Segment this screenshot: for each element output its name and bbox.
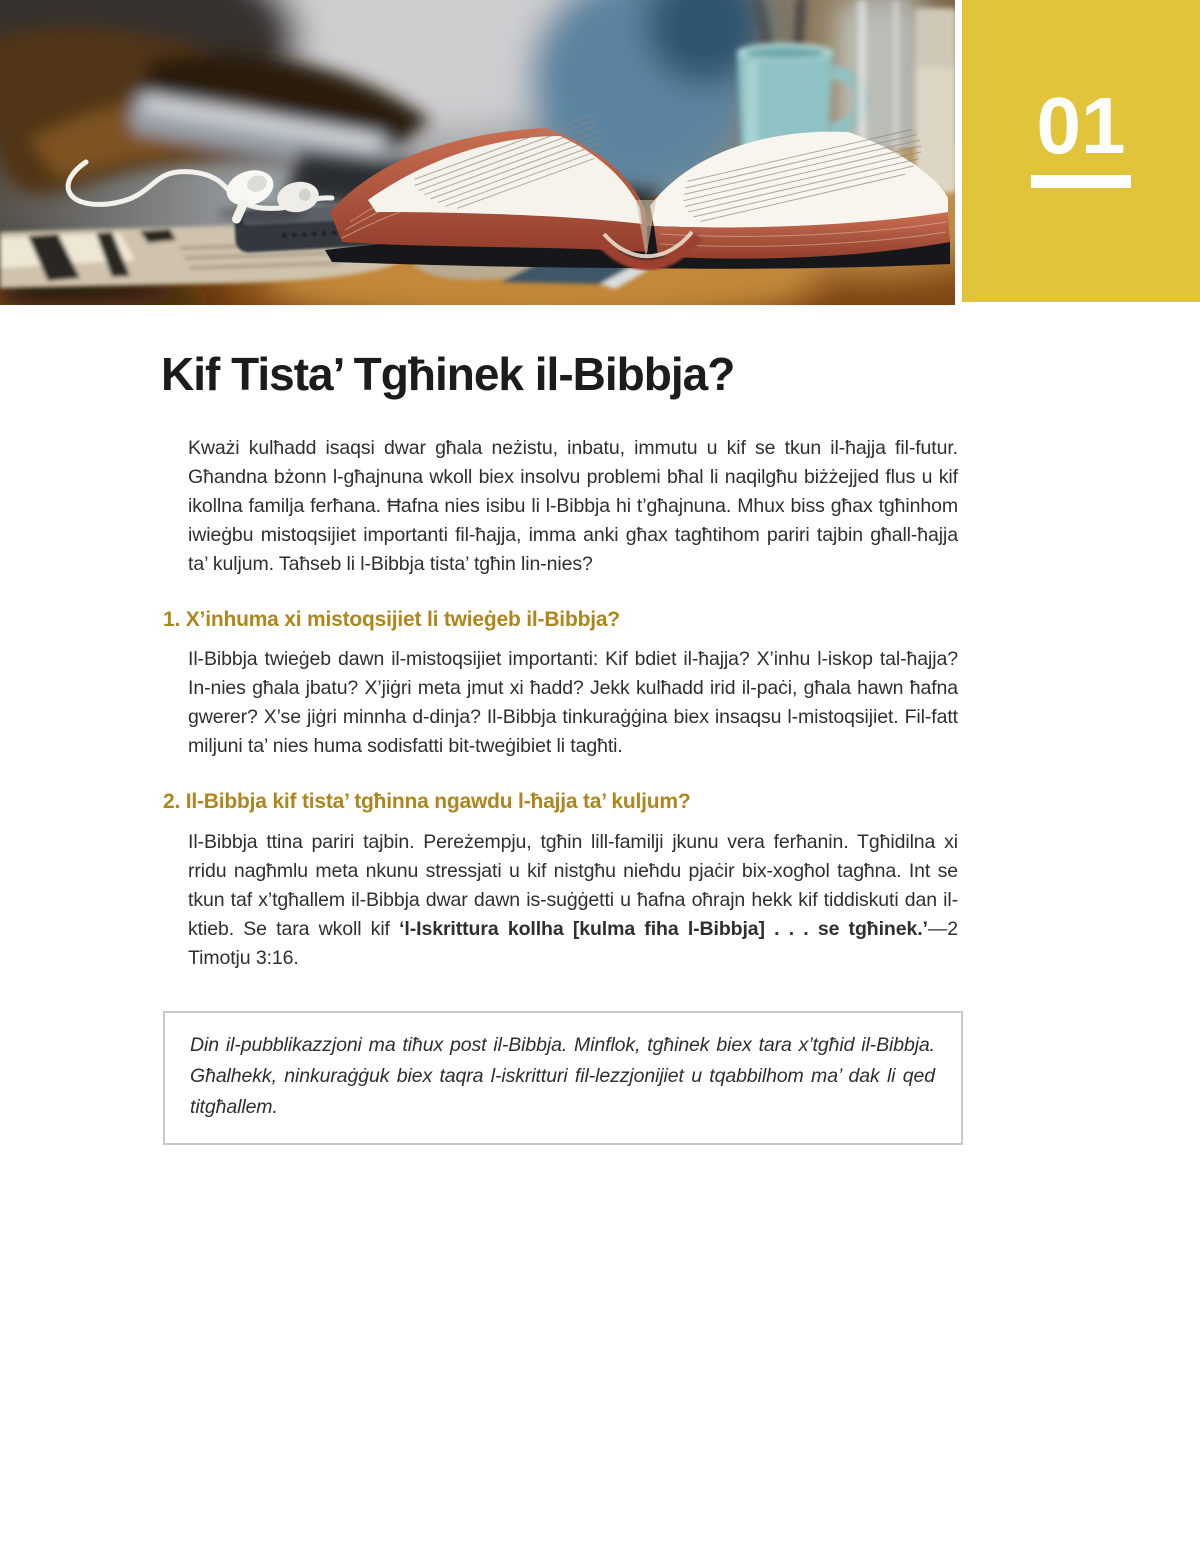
question-2-body-text: Il-Bibbja ttina pariri tajbin. Pereżempju, tgħin lill-familji jkunu vera ferħanin. Tgħidilna xi rridu nagħmlu meta nkunu stressjati u kif nistgħu nieħdu pjaċir bix-xogħol tagħna. Int se tkun taf x’tgħallem il-Bibbja dwar dawn is-suġġetti u ħafna oħrajn hekk kif tiddiskuti dan il-ktieb. Se tara wkoll kif bbox=[188, 830, 958, 940]
question-1-body: Il-Bibbja twieġeb dawn il-mistoqsijiet importanti: Kif bdiet il-ħajja? X’inhu l-iskop tal-ħajja? In-nies għala jbatu? X’jiġri meta jmut xi ħadd? Jekk kulħadd irid il-paċi, għala hawn ħafna gwerer? X’se jiġri minnha d-dinja? Il-Bibbja tinkuraġġina biex insaqsu l-mistoqsijiet. Fil-fatt miljuni ta’ nies huma sodisfatti bit-tweġibiet li tagħti. bbox=[188, 648, 958, 758]
milk-glass bbox=[915, 8, 955, 193]
lesson-content bbox=[163, 350, 963, 1145]
scripture-quote: ‘l-Iskrittura kollha [kulma fiha l-Bibbja] . . . se tgħinek.’ bbox=[399, 917, 928, 940]
chapter-number-underline bbox=[1031, 175, 1131, 188]
scripture-citation: —2 Timotju 3:16. bbox=[188, 917, 958, 969]
note-box-text: Din il-pubblikazzjoni ma tiħux post il-Bibbja. Minflok, tgħinek biex tara x’tgħid il-Bibbja. Għalhekk, ninkuraġġuk biex taqra l-iskritturi fil-lezzjonijiet u tqabbilhom ma’ dak li qed titgħallem. bbox=[190, 1033, 935, 1118]
question-2-heading: 2. Il-Bibbja kif tista’ tgħinna ngawdu l-ħajja ta’ kuljum? bbox=[163, 790, 691, 814]
question-1-section bbox=[163, 607, 963, 761]
note-box bbox=[163, 1011, 963, 1145]
page-title: Kif Tista’ Tgħinek il-Bibbja? bbox=[161, 348, 735, 400]
hero-banner bbox=[0, 0, 1200, 305]
question-2-section bbox=[163, 789, 963, 972]
intro-paragraph: Kważi kulħadd isaqsi dwar għala neżistu, inbatu, immutu u kif se tkun il-ħajja fil-futur. Għandna bżonn l-għajnuna wkoll biex insolvu problemi bħal li naqilgħu biżżejjed flus u kif ikollna familja ferħana. Ħafna nies isibu li l-Bibbja hi t’għajnuna. Mhux biss għax tgħinhom iwieġbu mistoqsijiet importanti fil-ħajja, imma anki għax tagħtihom pariri tajbin għall-ħajja ta’ kuljum. Taħseb li l-Bibbja tista’ tgħin lin-nies? bbox=[188, 437, 958, 576]
chapter-number: 01 bbox=[1036, 81, 1126, 170]
question-1-heading: 1. X’inhuma xi mistoqsijiet li twieġeb il-Bibbja? bbox=[163, 608, 620, 632]
bible-desk-photo bbox=[0, 0, 955, 305]
bible-desk-photo-illustration bbox=[0, 0, 955, 305]
chapter-badge bbox=[962, 0, 1200, 302]
question-2-body bbox=[188, 828, 958, 973]
